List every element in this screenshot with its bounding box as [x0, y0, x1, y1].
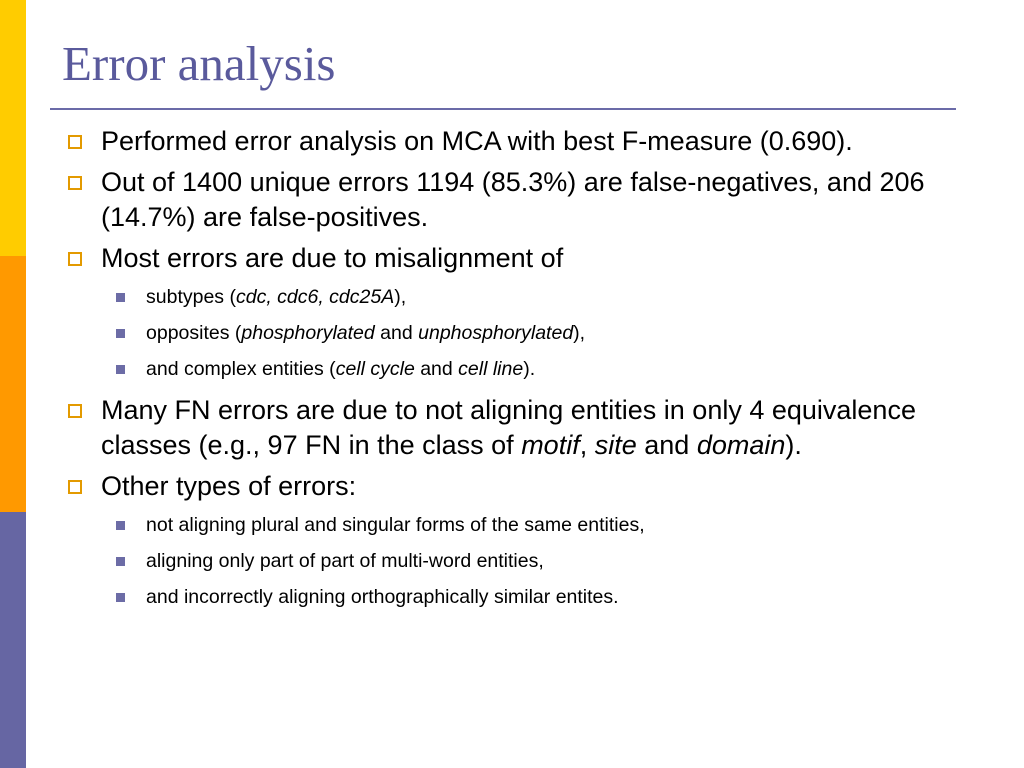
bullet-text: Out of 1400 unique errors 1194 (85.3%) are false-negatives, and 206 (14.7%) are false-positives. — [101, 167, 925, 232]
bullet-text: Other types of errors: — [101, 471, 357, 501]
filled-square-bullet-icon — [116, 329, 125, 338]
bullet-item — [62, 124, 962, 159]
side-bar-yellow-segment — [0, 0, 26, 256]
bullet-item — [62, 165, 962, 235]
italic-term: cdc, cdc6, cdc25A — [235, 286, 395, 308]
bullet-text: , — [579, 430, 595, 460]
filled-square-bullet-icon — [116, 593, 125, 602]
sub-bullet-list — [62, 279, 962, 387]
bullet-item — [62, 241, 962, 276]
bullet-text: Performed error analysis on MCA with best F-measure (0.690). — [101, 126, 853, 156]
sub-bullet-text: and incorrectly aligning orthographically similar entites. — [146, 586, 619, 608]
bullet-text: ). — [785, 430, 802, 460]
side-bar-orange-segment — [0, 256, 26, 512]
sub-bullet-text: opposites ( — [146, 322, 242, 344]
sub-bullet-text: aligning only part of part of multi-word entities, — [146, 550, 544, 572]
sub-bullet-text: and complex entities ( — [146, 358, 336, 380]
italic-term: phosphorylated — [241, 322, 375, 344]
title-divider — [50, 108, 956, 110]
slide-title: Error analysis — [62, 36, 336, 91]
bullet-item — [62, 469, 962, 504]
sub-bullet-text: subtypes ( — [146, 286, 236, 308]
sub-bullet-text: ), — [573, 322, 586, 344]
bullet-item — [62, 393, 962, 463]
hollow-square-bullet-icon — [68, 480, 82, 494]
sub-bullet-text: ). — [523, 358, 536, 380]
sub-bullet-text: and — [414, 358, 459, 380]
slide-content — [62, 124, 962, 621]
sub-bullet-item — [62, 543, 962, 579]
sub-bullet-text: not aligning plural and singular forms of the same entities, — [146, 514, 645, 536]
hollow-square-bullet-icon — [68, 404, 82, 418]
italic-term: cell line — [458, 358, 524, 380]
sub-bullet-text: ), — [394, 286, 407, 308]
hollow-square-bullet-icon — [68, 252, 82, 266]
hollow-square-bullet-icon — [68, 176, 82, 190]
filled-square-bullet-icon — [116, 557, 125, 566]
bullet-text: Many FN errors are due to not aligning entities in only 4 equivalence classes (e.g., 97 FN in the class of — [101, 395, 916, 460]
italic-term: domain — [696, 430, 786, 460]
italic-term: site — [594, 430, 637, 460]
side-bar-purple-segment — [0, 512, 26, 768]
sub-bullet-item — [62, 507, 962, 543]
italic-term: motif — [521, 430, 580, 460]
sub-bullet-item — [62, 351, 962, 387]
bullet-text: Most errors are due to misalignment of — [101, 243, 564, 273]
bullet-text: and — [636, 430, 697, 460]
sub-bullet-item — [62, 579, 962, 615]
sub-bullet-text: and — [374, 322, 419, 344]
filled-square-bullet-icon — [116, 365, 125, 374]
side-accent-bar — [0, 0, 26, 768]
italic-term: cell cycle — [335, 358, 415, 380]
italic-term: unphosphorylated — [418, 322, 574, 344]
filled-square-bullet-icon — [116, 521, 125, 530]
sub-bullet-item — [62, 315, 962, 351]
sub-bullet-list — [62, 507, 962, 615]
hollow-square-bullet-icon — [68, 135, 82, 149]
sub-bullet-item — [62, 279, 962, 315]
filled-square-bullet-icon — [116, 293, 125, 302]
